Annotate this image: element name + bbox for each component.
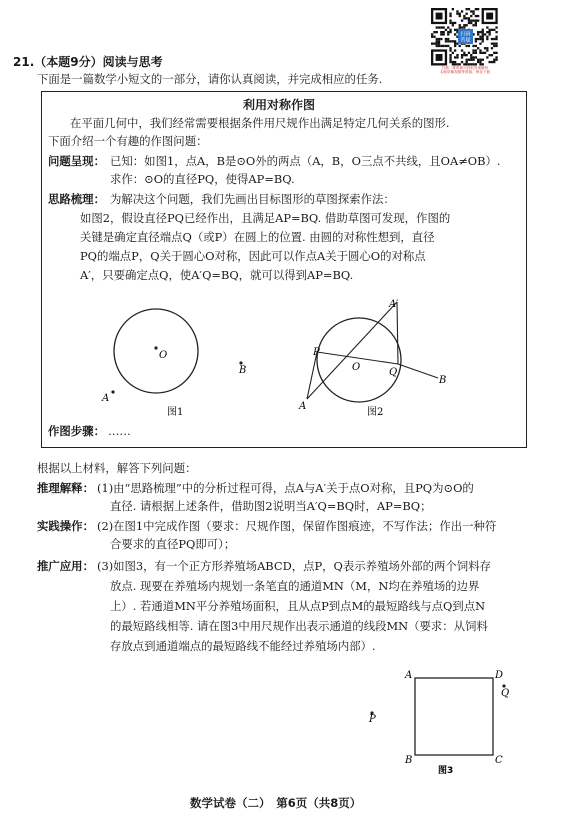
fig2-label-a-prime: A′: [389, 299, 399, 310]
task2-line-1: (2)在图1中完成作图（要求：尺规作图，保留作图痕迹，不写作法；作出一种符: [97, 519, 497, 533]
fig1-caption: 图1: [167, 407, 184, 418]
idea-line-5: A′，只要确定点Q，使A′Q=BQ，就可以得到AP=BQ.: [80, 268, 354, 282]
label-idea: 思路梳理：: [48, 192, 105, 206]
article-p1b: 下面介绍一个有趣的作图问题：: [48, 134, 208, 148]
qr-note: [431, 66, 499, 75]
fig3-label-p: P: [369, 714, 376, 725]
task3-line-2: 放点. 现要在养殖场内规划一条笔直的通道MN（M，N均在养殖场的边界: [110, 579, 480, 593]
task3-label: 推广应用：: [37, 559, 94, 573]
steps-text: ……: [108, 424, 131, 438]
fig1-label-o: O: [159, 350, 168, 361]
fig3-square: [415, 678, 493, 755]
fig2-segment-aa-prime: [307, 302, 397, 399]
fig2-segment-ap: [307, 352, 317, 399]
fig3-label-b: B: [405, 755, 413, 766]
qr-note-line-2: 名师讲解视频等资源，保存下载: [439, 70, 491, 75]
label-steps: 作图步骤：: [48, 424, 105, 438]
fig2-label-o: O: [352, 362, 361, 373]
fig2-circle: [317, 318, 401, 402]
idea-line-3: 关键是确定直径端点Q（或P）在圆上的位置. 由圆的对称性想到，直径: [80, 230, 435, 244]
figure-3: [360, 664, 520, 780]
problem-header: 21.（本题9分）阅读与思考: [13, 55, 163, 69]
fig2-segment-qb: [398, 364, 438, 378]
task1-line-2: 直径. 请根据上述条件，借助图2说明当A′Q=BQ时，AP=BQ；: [110, 499, 432, 513]
label-problem: 问题呈现：: [48, 154, 105, 168]
qr-center-text-2: 答疑: [460, 37, 471, 44]
task1-label: 推理解释：: [37, 481, 94, 495]
fig1-circle: [114, 309, 198, 393]
problem-line-2: 求作：⊙O的直径PQ，使得AP=BQ.: [110, 172, 295, 186]
tasks-intro: 根据以上材料，解答下列问题：: [37, 461, 197, 475]
fig1-label-b: B: [239, 365, 247, 376]
task1-line-1: (1)由“思路梳理”中的分析过程可得，点A与A′关于点O对称，且PQ为⊙O的: [97, 481, 474, 495]
qr-code: [431, 8, 499, 66]
fig1-point-a: [111, 390, 114, 393]
figure-1-2: [41, 288, 527, 424]
fig3-label-c: C: [495, 755, 503, 766]
fig2-caption: 图2: [367, 407, 384, 418]
fig1-label-a: A: [102, 393, 110, 404]
qr-note-line-1: 扫描二维码即可获取答案解析: [441, 66, 489, 70]
task2-line-2: 合要求的直径PQ即可）；: [110, 537, 236, 551]
fig2-label-q: Q: [389, 367, 398, 378]
qr-code-graphic: [431, 8, 499, 66]
fig3-label-d: D: [495, 670, 504, 681]
task3-line-4: 的最短路线相等. 请在图3中用尺规作出表示通道的线段MN（要求：从饲料: [110, 619, 488, 633]
fig2-label-p: P: [313, 347, 320, 358]
idea-line-2: 如图2，假设直径PQ已经作出，且满足AP=BQ. 借助草图可发现，作图的: [80, 211, 451, 225]
task3-line-3: 上）. 若通道MN平分养殖场面积，且从点P到点M的最短路线与点Q到点N: [110, 599, 486, 613]
fig3-label-a: A: [405, 670, 413, 681]
fig3-label-q: Q: [501, 688, 510, 699]
fig3-caption: 图3: [438, 766, 454, 776]
qr-center-text-1: 扫码: [460, 31, 471, 38]
fig2-segment-a-prime-q: [397, 302, 398, 364]
fig1-center-dot: [154, 346, 157, 349]
article-title: 利用对称作图: [243, 98, 316, 112]
task3-line-5: 存放点到通道端点的最短路线不能经过养殖场内部）.: [110, 639, 376, 653]
fig2-label-b: B: [439, 375, 447, 386]
idea-line-4: PQ的端点P，Q关于圆心O对称，因此可以作点A关于圆心O的对称点: [80, 249, 426, 263]
task3-line-1: (3)如图3，有一个正方形养殖场ABCD，点P，Q表示养殖场外部的两个饲料存: [97, 559, 491, 573]
page-footer: 数学试卷（二） 第6页（共8页）: [190, 796, 362, 810]
article-p1a: 在平面几何中，我们经常需要根据条件用尺规作出满足特定几何关系的图形.: [70, 116, 450, 130]
task2-label: 实践操作：: [37, 519, 94, 533]
idea-line-1: 为解决这个问题，我们先画出目标图形的草图探索作法：: [110, 192, 395, 206]
fig2-label-a: A: [299, 401, 307, 412]
problem-line-1: 已知：如图1，点A，B是⊙O外的两点（A，B，O三点不共线，且OA≠OB）.: [110, 154, 501, 168]
problem-intro: 下面是一篇数学小短文的一部分，请你认真阅读，并完成相应的任务.: [37, 72, 383, 86]
